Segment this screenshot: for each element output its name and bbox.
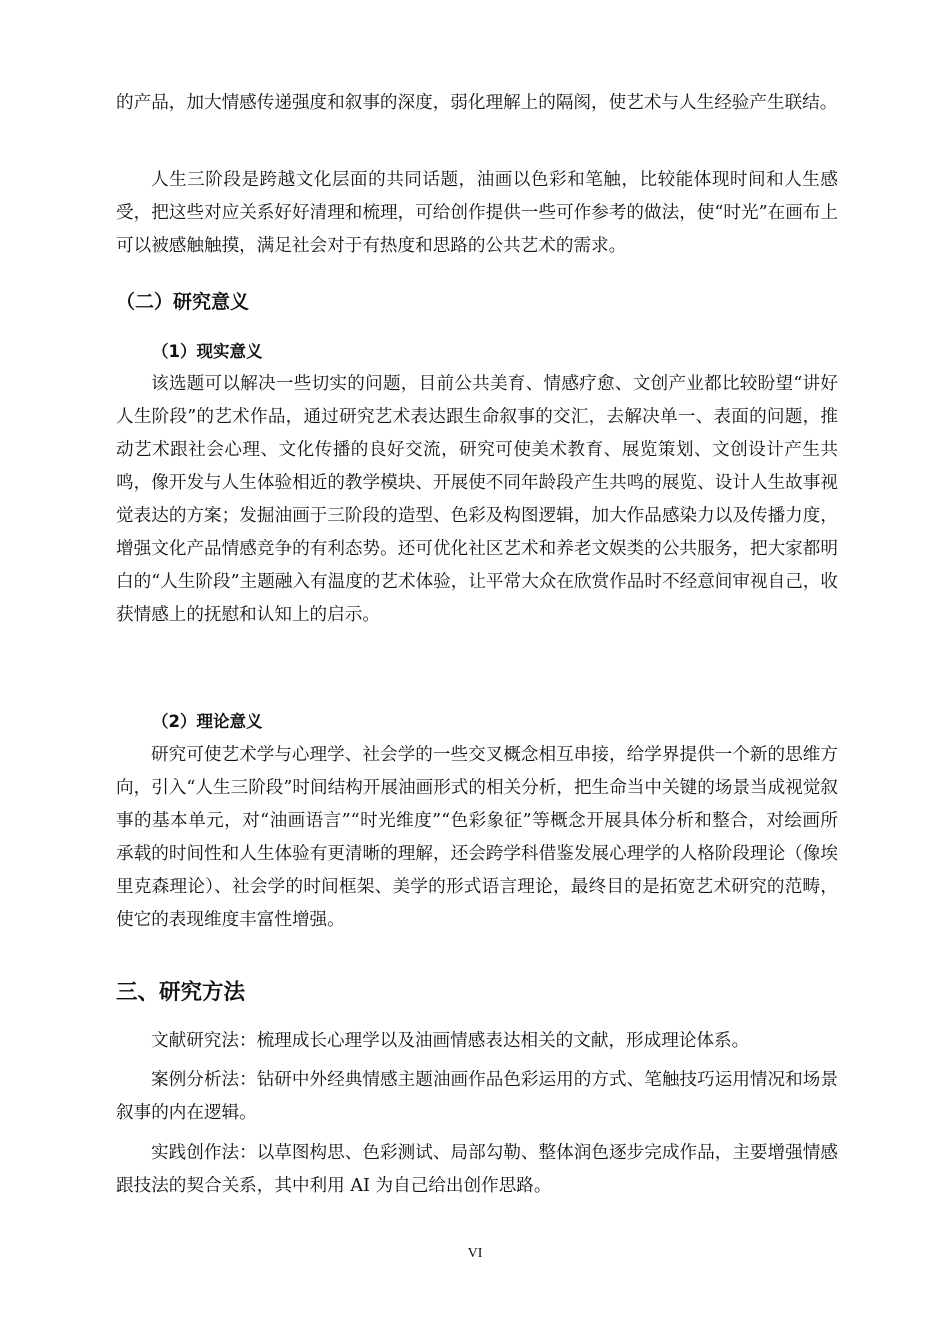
- body-paragraph: 文献研究法：梳理成长心理学以及油画情感表达相关的文献，形成理论体系。: [151, 1031, 750, 1051]
- section-heading-methods: 三、研究方法: [116, 980, 246, 1005]
- body-paragraph: 研究可使艺术学与心理学、社会学的一些交叉概念相互串接，给学界提供一个新的思维方向，引入“人生三阶段”时间结构开展油画形式的相关分析，把生命当中关键的场景当成视觉叙事的基本单元，对“油画语言”“时光维度”“色彩象征”等概念开展具体分析和整合，对绘画所承载的时间性和人生体验有更清晰的理解，还会跨学科借鉴发展心理学的人格阶段理论（像埃里克森理论）、社会学的时间框架、美学的形式语言理论，最终目的是拓宽艺术研究的范畴，使它的表现维度丰富性增强。: [116, 745, 838, 930]
- subheading-practical: （1）现实意义: [152, 342, 263, 361]
- paragraph-method-practice: [116, 1137, 838, 1203]
- paragraph-theoretical: [116, 739, 838, 937]
- body-paragraph: 案例分析法：钻研中外经典情感主题油画作品色彩运用的方式、笔触技巧运用情况和场景叙事的内在逻辑。: [116, 1070, 838, 1123]
- body-paragraph: 的产品，加大情感传递强度和叙事的深度，弱化理解上的隔阂，使艺术与人生经验产生联结。: [116, 93, 838, 113]
- paragraph-practical: [116, 368, 838, 632]
- paragraph-continued: [116, 87, 838, 120]
- paragraph-life-stages: [116, 164, 838, 263]
- section-heading-significance: （二）研究意义: [116, 291, 250, 313]
- paragraph-method-case: [116, 1064, 838, 1130]
- paragraph-method-literature: [116, 1025, 838, 1058]
- subheading-theoretical: （2）理论意义: [152, 712, 263, 731]
- page-number: VI: [467, 1246, 483, 1261]
- body-paragraph: 人生三阶段是跨越文化层面的共同话题，油画以色彩和笔触，比较能体现时间和人生感受，把这些对应关系好好清理和梳理，可给创作提供一些可作参考的做法，使“时光”在画布上可以被感触触摸，满足社会对于有热度和思路的公共艺术的需求。: [116, 170, 838, 256]
- body-paragraph: 实践创作法：以草图构思、色彩测试、局部勾勒、整体润色逐步完成作品，主要增强情感跟技法的契合关系，其中利用 AI 为自己给出创作思路。: [116, 1143, 838, 1196]
- body-paragraph: 该选题可以解决一些切实的问题，目前公共美育、情感疗愈、文创产业都比较盼望“讲好人生阶段”的艺术作品，通过研究艺术表达跟生命叙事的交汇，去解决单一、表面的问题，推动艺术跟社会心理、文化传播的良好交流，研究可使美术教育、展览策划、文创设计产生共鸣，像开发与人生体验相近的教学模块、开展使不同年龄段产生共鸣的展览、设计人生故事视觉表达的方案；发掘油画于三阶段的造型、色彩及构图逻辑，加大作品感染力以及传播力度，增强文化产品情感竞争的有利态势。还可优化社区艺术和养老文娱类的公共服务，把大家都明白的“人生阶段”主题融入有温度的艺术体验，让平常大众在欣赏作品时不经意间审视自己，收获情感上的抚慰和认知上的启示。: [116, 374, 838, 625]
